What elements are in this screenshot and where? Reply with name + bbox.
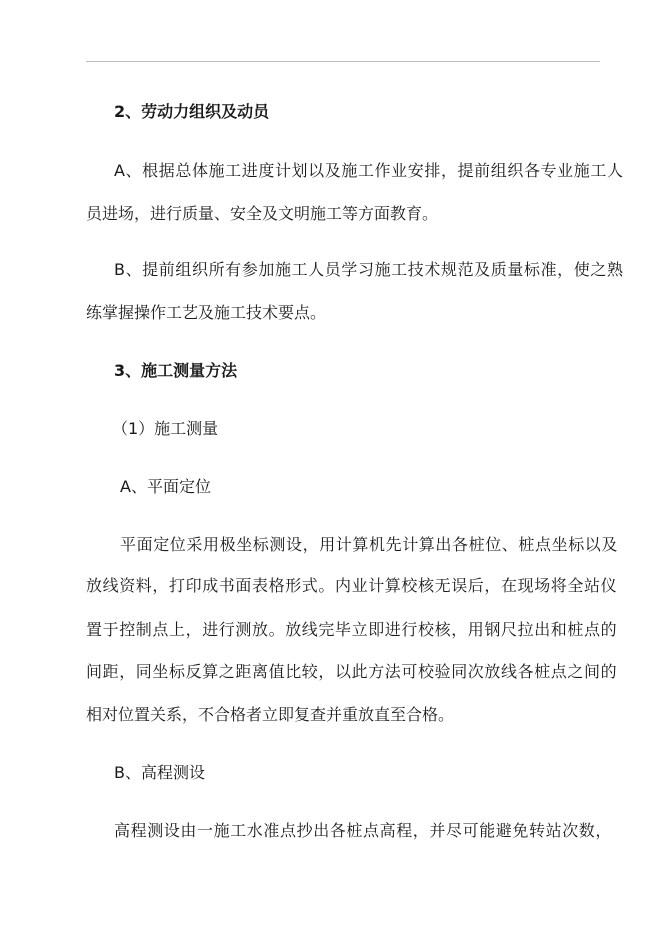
section-2-b-line-2: 练掌握操作工艺及施工技术要点。 [86, 303, 327, 322]
section-2-a-line-2: 员进场，进行质量、安全及文明施工等方面教育。 [86, 204, 439, 223]
header-rule [86, 61, 600, 62]
section-2-b-line-1: B、提前组织所有参加施工人员学习施工技术规范及质量标准，使之熟 [114, 260, 624, 279]
section-2-heading: 2、劳动力组织及动员 [114, 102, 270, 121]
item-a-line-5: 相对位置关系，不合格者立即复查并重放直至合格。 [86, 705, 455, 724]
item-a-line-3: 置于控制点上，进行测放。放线完毕立即进行校核，用钢尺拉出和桩点的 [86, 620, 618, 639]
section-2-a-line-1: A、根据总体施工进度计划以及施工作业安排，提前组织各专业施工人 [114, 161, 624, 180]
item-a-line-2: 放线资料，打印成书面表格形式。内业计算校核无误后，在现场将全站仪 [86, 576, 618, 595]
item-a-heading: A、平面定位 [120, 477, 211, 496]
item-b-heading: B、高程测设 [114, 763, 205, 782]
item-a-line-4: 间距，同坐标反算之距离值比较，以此方法可校验同次放线各桩点之间的 [86, 662, 618, 681]
item-b-line-1: 高程测设由一施工水准点抄出各桩点高程，并尽可能避免转站次数， [114, 821, 613, 840]
section-3-heading: 3、施工测量方法 [114, 361, 238, 380]
subsection-1-heading: （1）施工测量 [112, 419, 219, 438]
item-a-line-1: 平面定位采用极坐标测设，用计算机先计算出各桩位、桩点坐标以及 [120, 535, 619, 554]
